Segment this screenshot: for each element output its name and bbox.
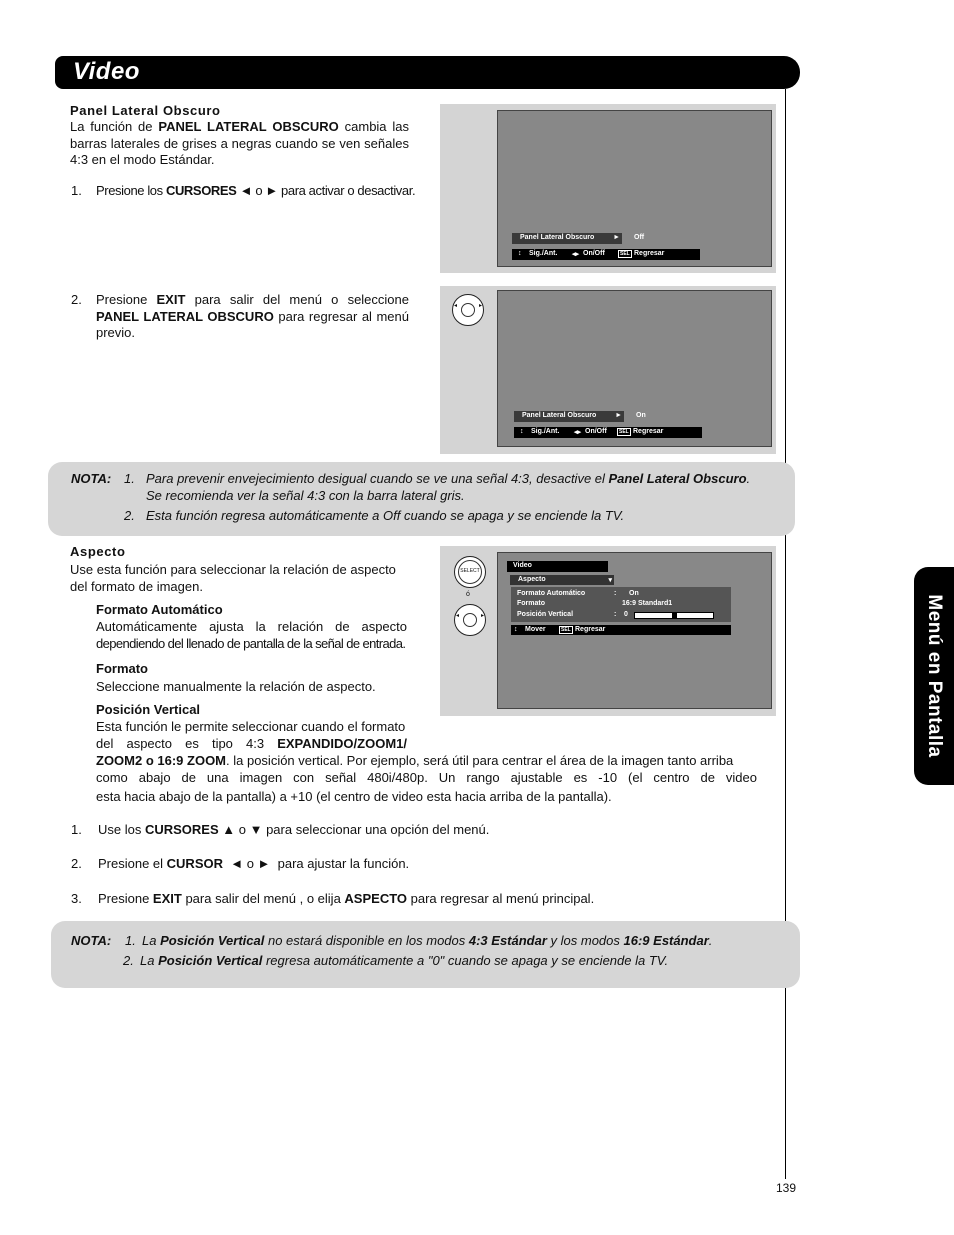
aspect-intro: Use esta función para seleccionar la relación de aspecto del formato de imagen.	[70, 562, 396, 594]
osd-row-label: Formato Automático	[517, 590, 586, 597]
tv-screen-2	[497, 290, 772, 447]
panel-intro: La función de PANEL LATERAL OBSCURO cambia las barras laterales de grises a negras cuando se ven señales 4:3 en el modo Estándar.	[70, 119, 409, 167]
aspect-step2: Presione el CURSOR ◄ o ► para ajustar la función.	[98, 856, 410, 871]
osd-help-bar: ↕ Sig./Ant. ◂▸ On/Off SEL Regresar	[512, 249, 700, 260]
screen-panel-1	[440, 104, 776, 273]
vpos-line4: como abajo de una imagen con señal 480i/480p. Un rango ajustable es -10 (el centro de video	[96, 770, 757, 785]
auto-format-line1: Automáticamente ajusta la relación de aspecto	[96, 619, 407, 634]
screen-panel-3	[440, 546, 776, 716]
side-tab	[914, 567, 954, 785]
osd-menu-item: Panel Lateral Obscuro ►	[512, 233, 622, 244]
section-title-panel: Panel Lateral Obscuro	[70, 103, 221, 118]
format-text: Seleccione manualmente la relación de aspecto.	[96, 679, 376, 694]
left-right-arrows-icon: ◂▸	[574, 429, 582, 436]
step-number: 2.	[71, 856, 82, 871]
note-item-number: 1.	[125, 933, 136, 948]
osd-help-bar: ↕ Mover SEL Regresar	[511, 625, 731, 635]
aspect-step1: Use los CURSORES ▲ o ▼ para seleccionar una opción del menú.	[98, 822, 490, 837]
note1-item1-line2: Se recomienda ver la señal 4:3 con la barra lateral gris.	[146, 488, 465, 503]
remote-cursor-pad-icon: ◂ ▸	[454, 604, 486, 636]
osd-row-sep: :	[614, 611, 617, 618]
section-title-aspect: Aspecto	[70, 544, 126, 559]
note1-item2: Esta función regresa automáticamente a Off cuando se apaga y se enciende la TV.	[146, 508, 625, 523]
osd-help-bar: ↕ Sig./Ant. ◂▸ On/Off SEL Regresar	[514, 427, 702, 438]
screen-panel-2	[440, 286, 776, 454]
right-arrow-icon: ►	[613, 234, 620, 241]
tv-screen-1	[497, 110, 772, 267]
osd-item-value: Off	[634, 234, 645, 241]
osd-row-value: 0	[624, 611, 628, 618]
auto-format-title: Formato Automático	[96, 602, 223, 617]
tv-screen-3	[497, 552, 772, 709]
panel-step2: Presione EXIT para salir del menú o seleccione PANEL LATERAL OBSCURO para regresar al menú previo.	[96, 292, 409, 340]
osd-row-sep: :	[614, 590, 617, 597]
step-number: 2.	[71, 292, 82, 307]
osd-menu-title: Video	[507, 561, 608, 572]
remote-cursor-pad-icon: ◂ ▸	[452, 294, 484, 326]
remote-select-button-icon: SELECT	[454, 556, 486, 588]
osd-submenu: Aspecto ▾	[510, 575, 614, 585]
osd-menu-item: Panel Lateral Obscuro ►	[514, 411, 624, 422]
vpos-line2: del aspecto es tipo 4:3 EXPANDIDO/ZOOM1/	[96, 736, 407, 751]
note2-item2: La Posición Vertical regresa automáticamente a "0" cuando se apaga y se enciende la TV.	[140, 953, 669, 968]
down-arrow-icon: ▾	[608, 577, 612, 584]
page-title: Video	[73, 58, 140, 85]
section-header-bar	[55, 56, 800, 89]
or-text: ó	[466, 591, 470, 598]
note-item-number: 2.	[124, 508, 135, 523]
aspect-step3: Presione EXIT para salir del menú , o elija ASPECTO para regresar al menú principal.	[98, 891, 595, 906]
vpos-line1: Esta función le permite seleccionar cuando el formato	[96, 719, 406, 734]
step-number: 1.	[71, 822, 82, 837]
format-title: Formato	[96, 661, 148, 676]
osd-row-label: Formato	[517, 600, 545, 607]
step-number: 3.	[71, 891, 82, 906]
osd-row-label: Posición Vertical	[517, 611, 574, 618]
step-number: 1.	[71, 183, 82, 198]
osd-options	[511, 587, 731, 622]
osd-row-value: 16:9 Standard1	[622, 600, 673, 607]
vpos-line3: ZOOM2 o 16:9 ZOOM. la posición vertical. Por ejemplo, será útil para centrar el área de la imagen tanto arriba	[96, 753, 734, 768]
osd-item-value: On	[636, 412, 646, 419]
note-item-number: 1.	[124, 471, 135, 486]
left-right-arrows-icon: ◂▸	[572, 251, 580, 258]
note2-item1: La Posición Vertical no estará disponible en los modos 4:3 Estándar y los modos 16:9 Estándar.	[142, 933, 713, 948]
osd-row-value: On	[629, 590, 639, 597]
auto-format-line2: dependiendo del llenado de pantalla de la señal de entrada.	[96, 636, 406, 651]
note-label: NOTA:	[71, 933, 112, 948]
vertical-position-title: Posición Vertical	[96, 702, 201, 717]
note1-item1: Para prevenir envejecimiento desigual cuando se ve una señal 4:3, desactive el Panel Lateral Obscuro.	[146, 471, 751, 486]
vertical-divider	[785, 89, 786, 1179]
panel-step1: Presione los CURSORES ◄ o ► para activar o desactivar.	[96, 183, 416, 198]
vpos-line5: esta hacia abajo de la pantalla) a +10 (el centro de video esta hacia arriba de la pantalla).	[96, 789, 612, 804]
up-down-arrows-icon: ↕	[514, 626, 518, 633]
page-number: 139	[776, 1181, 797, 1195]
slider-thumb[interactable]	[672, 613, 677, 618]
vertical-position-slider[interactable]	[634, 612, 714, 619]
up-down-arrows-icon: ↕	[518, 250, 522, 257]
note-box-1	[48, 462, 795, 536]
right-arrow-icon: ►	[615, 412, 622, 419]
note-label: NOTA:	[71, 471, 112, 486]
note-item-number: 2.	[123, 953, 134, 968]
side-tab-label: Menú en Pantalla	[924, 594, 945, 758]
up-down-arrows-icon: ↕	[520, 428, 524, 435]
note-box-2	[51, 921, 800, 988]
